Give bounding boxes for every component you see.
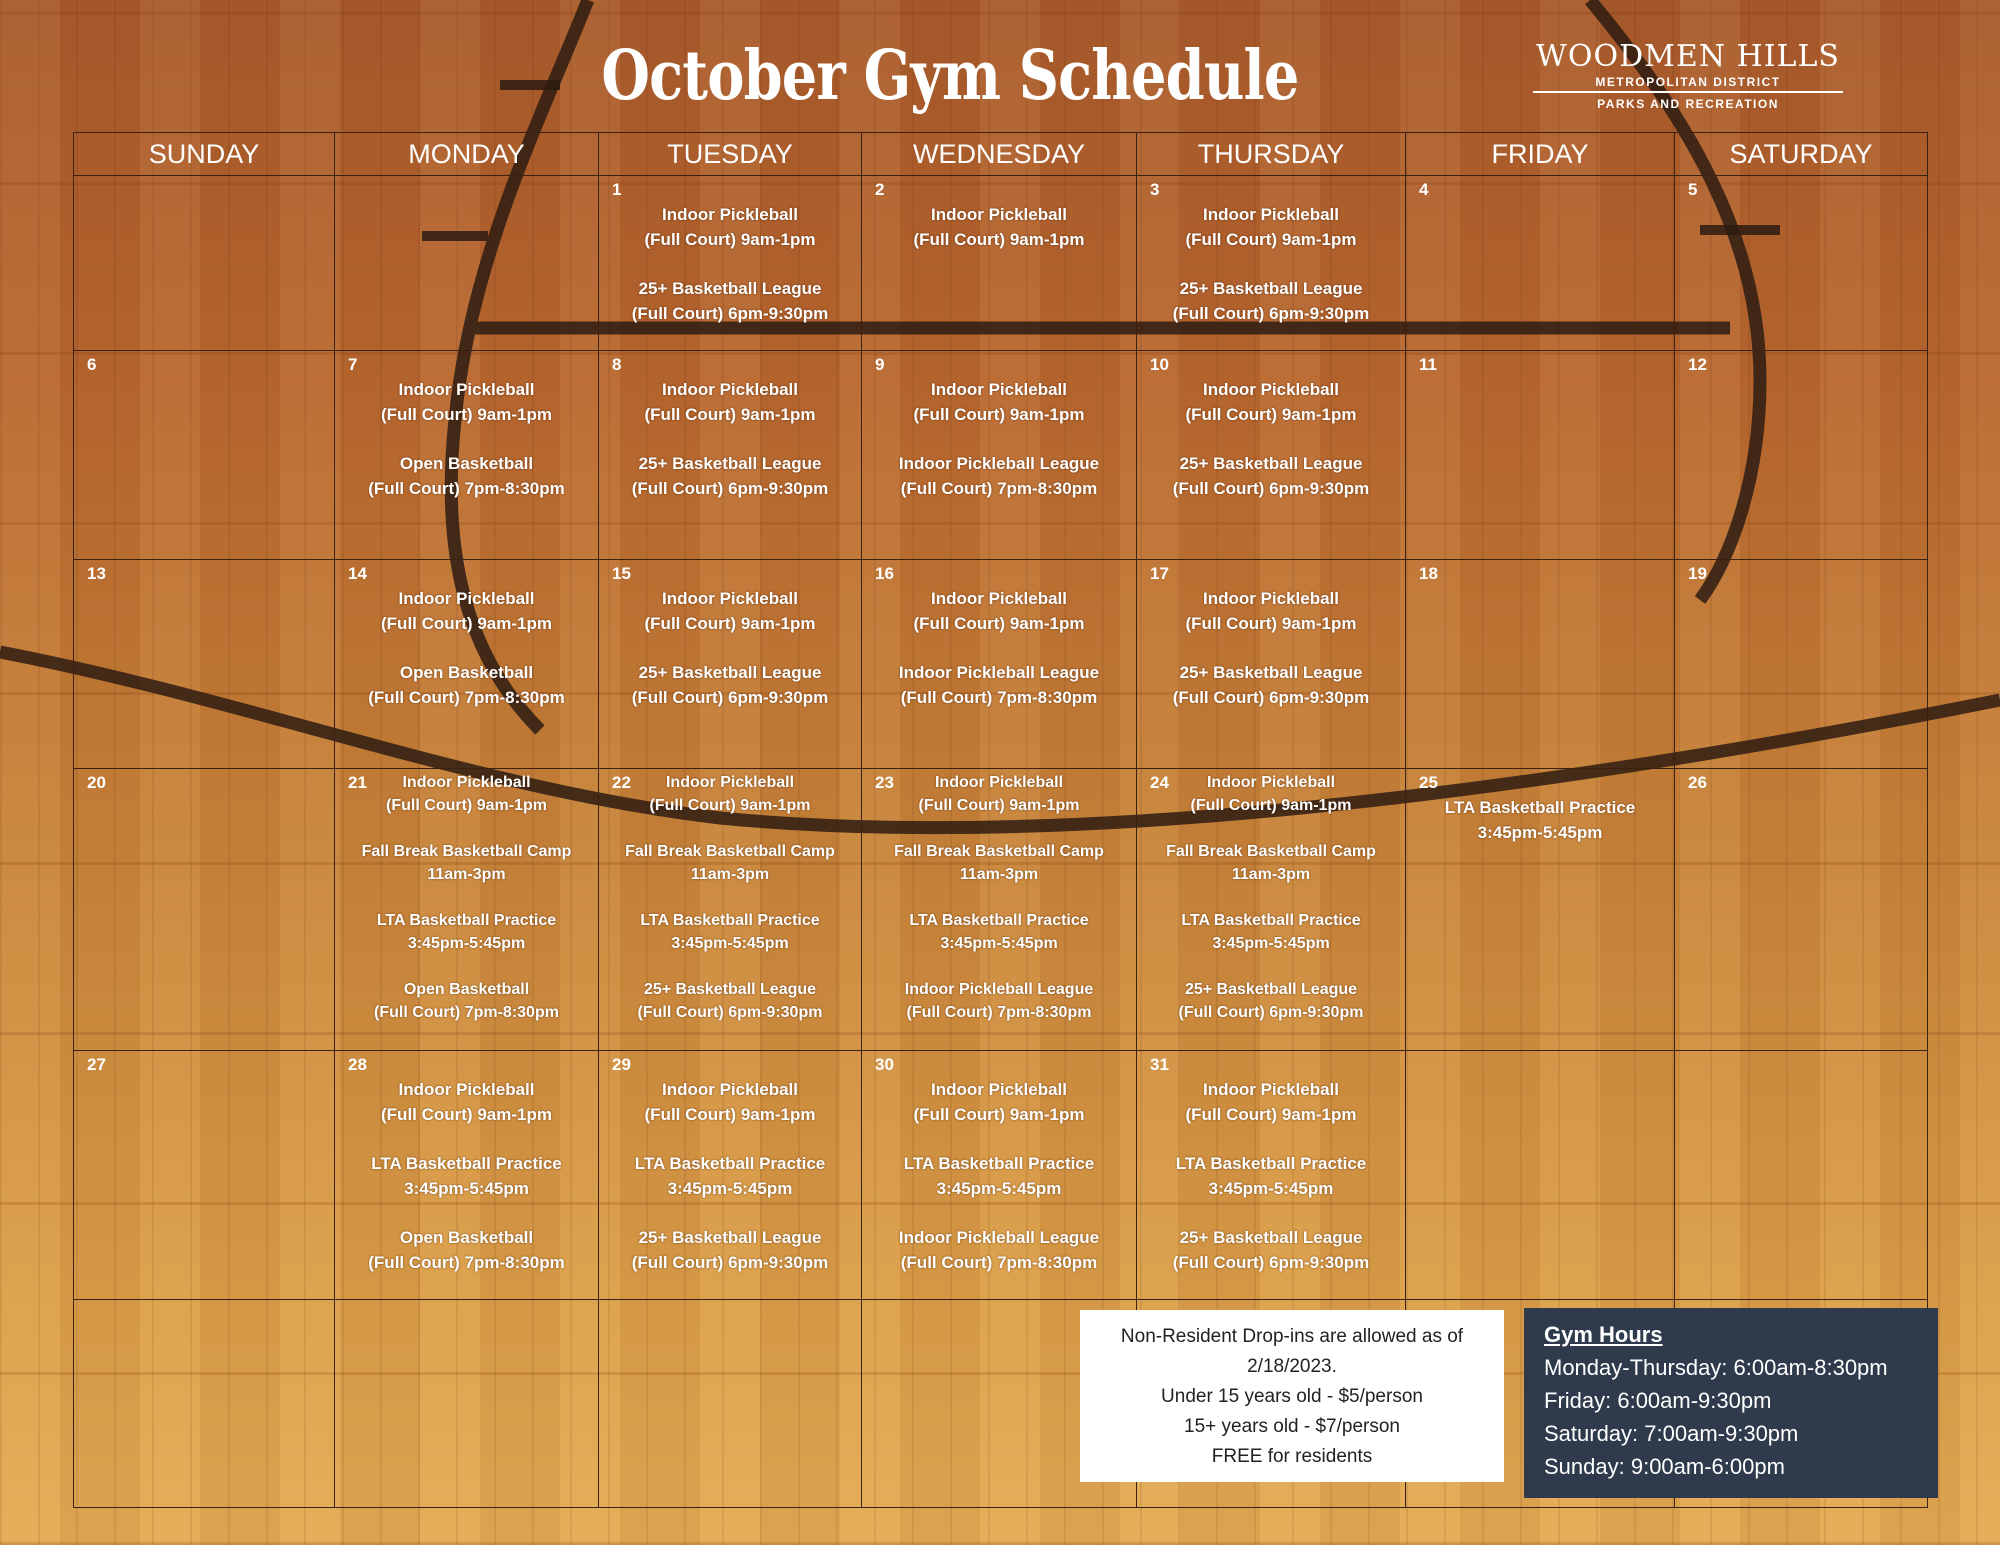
event-name: Indoor Pickleball xyxy=(665,774,795,791)
day-number: 30 xyxy=(875,1055,894,1074)
event-list xyxy=(599,560,861,710)
event-name: Indoor Pickleball xyxy=(1202,1080,1340,1099)
event-time: (Full Court) 6pm-9:30pm xyxy=(1172,688,1370,707)
event-time: (Full Court) 9am-1pm xyxy=(913,614,1085,633)
event-time: (Full Court) 6pm-9:30pm xyxy=(1172,479,1370,498)
event-item xyxy=(1137,660,1405,710)
calendar-day-cell xyxy=(1137,1051,1406,1300)
event-time: (Full Court) 7pm-8:30pm xyxy=(368,479,565,498)
event-time: (Full Court) 7pm-8:30pm xyxy=(906,1004,1092,1021)
day-number: 19 xyxy=(1688,564,1707,583)
day-number: 14 xyxy=(348,564,367,583)
event-name: Indoor Pickleball xyxy=(661,589,799,608)
event-time: (Full Court) 9am-1pm xyxy=(1185,1105,1357,1124)
day-number: 7 xyxy=(348,355,358,374)
event-time: (Full Court) 7pm-8:30pm xyxy=(368,688,565,707)
day-number: 25 xyxy=(1419,773,1438,792)
calendar-day-cell xyxy=(1675,769,1928,1051)
day-number: 27 xyxy=(87,1055,106,1074)
calendar-day-cell xyxy=(599,1051,862,1300)
event-time: (Full Court) 9am-1pm xyxy=(1185,230,1357,249)
event-name: Indoor Pickleball xyxy=(402,774,531,791)
event-time: 11am-3pm xyxy=(959,866,1039,883)
calendar-grid xyxy=(73,132,1928,1508)
event-time: (Full Court) 9am-1pm xyxy=(1190,797,1352,814)
event-list xyxy=(1137,769,1405,1024)
event-item xyxy=(862,771,1136,817)
event-item xyxy=(335,1077,598,1127)
event-name: Open Basketball xyxy=(403,981,530,998)
event-time: (Full Court) 7pm-8:30pm xyxy=(900,479,1098,498)
event-name: 25+ Basketball League xyxy=(638,279,822,298)
event-name: Indoor Pickleball xyxy=(398,380,535,399)
calendar-day-cell xyxy=(1675,560,1928,769)
event-time: (Full Court) 9am-1pm xyxy=(381,1105,552,1124)
non-resident-notice xyxy=(1080,1310,1504,1482)
event-time: (Full Court) 6pm-9:30pm xyxy=(1172,304,1370,323)
event-item xyxy=(599,202,861,252)
weekday-header: SATURDAY xyxy=(1675,133,1928,176)
day-number: 15 xyxy=(612,564,631,583)
day-number: 10 xyxy=(1150,355,1169,374)
event-name: Open Basketball xyxy=(399,1228,534,1247)
event-time: (Full Court) 9am-1pm xyxy=(913,1105,1085,1124)
weekday-header: TUESDAY xyxy=(599,133,862,176)
weekday-header: THURSDAY xyxy=(1137,133,1406,176)
calendar-day-cell xyxy=(1137,176,1406,351)
event-time: (Full Court) 9am-1pm xyxy=(913,230,1085,249)
weekday-header: WEDNESDAY xyxy=(862,133,1137,176)
event-name: Indoor Pickleball xyxy=(1202,380,1340,399)
calendar-day-cell xyxy=(599,769,862,1051)
event-list xyxy=(335,769,598,1024)
calendar-day-cell xyxy=(74,769,335,1051)
event-time: (Full Court) 9am-1pm xyxy=(644,405,816,424)
event-name: Indoor Pickleball xyxy=(661,205,799,224)
event-time: 3:45pm-5:45pm xyxy=(667,1179,793,1198)
calendar-day-cell xyxy=(1675,176,1928,351)
calendar-day-cell xyxy=(599,1300,862,1508)
event-item xyxy=(599,276,861,326)
day-number: 28 xyxy=(348,1055,367,1074)
calendar-day-cell xyxy=(335,351,599,560)
day-number: 26 xyxy=(1688,773,1707,792)
calendar-day-cell xyxy=(335,560,599,769)
calendar-day-cell xyxy=(335,1300,599,1508)
calendar-day-cell xyxy=(599,351,862,560)
calendar-day-cell xyxy=(862,1051,1137,1300)
event-list xyxy=(862,351,1136,501)
event-time: 3:45pm-5:45pm xyxy=(936,1179,1062,1198)
gym-hours-title: Gym Hours xyxy=(1544,1322,1663,1347)
gym-hours-line: Saturday: 7:00am-9:30pm xyxy=(1544,1421,1799,1446)
notice-line: 15+ years old - $7/person xyxy=(1184,1416,1400,1437)
event-name: LTA Basketball Practice xyxy=(909,912,1089,929)
calendar-day-cell xyxy=(335,769,599,1051)
event-item xyxy=(335,451,598,501)
event-list xyxy=(1137,1051,1405,1275)
event-item xyxy=(335,978,598,1024)
day-number: 17 xyxy=(1150,564,1169,583)
event-item xyxy=(862,202,1136,252)
day-number: 16 xyxy=(875,564,894,583)
event-name: 25+ Basketball League xyxy=(1179,279,1363,298)
event-item xyxy=(1137,586,1405,636)
event-time: (Full Court) 7pm-8:30pm xyxy=(368,1253,565,1272)
event-time: 3:45pm-5:45pm xyxy=(1212,935,1330,952)
event-item xyxy=(599,1225,861,1275)
event-item xyxy=(335,840,598,886)
day-number: 6 xyxy=(87,355,97,374)
calendar-week-row xyxy=(74,176,1928,351)
gym-hours-line: Monday-Thursday: 6:00am-8:30pm xyxy=(1544,1355,1888,1380)
calendar-day-cell xyxy=(74,1300,335,1508)
event-list xyxy=(335,351,598,501)
day-number: 8 xyxy=(612,355,622,374)
event-time: (Full Court) 7pm-8:30pm xyxy=(374,1004,559,1021)
day-number: 12 xyxy=(1688,355,1707,374)
logo-line2: PARKS AND RECREATION xyxy=(1597,97,1779,111)
calendar-week-row xyxy=(74,351,1928,560)
event-time: (Full Court) 6pm-9:30pm xyxy=(637,1004,823,1021)
day-number: 3 xyxy=(1150,180,1160,199)
day-number: 13 xyxy=(87,564,106,583)
calendar-day-cell xyxy=(1675,1051,1928,1300)
event-name: 25+ Basketball League xyxy=(638,1228,822,1247)
event-list xyxy=(1137,351,1405,501)
event-list xyxy=(335,1051,598,1275)
event-item xyxy=(1406,795,1674,845)
event-item xyxy=(862,586,1136,636)
event-time: 3:45pm-5:45pm xyxy=(1208,1179,1334,1198)
event-time: (Full Court) 9am-1pm xyxy=(381,614,552,633)
day-number: 23 xyxy=(875,773,894,792)
event-item xyxy=(862,1151,1136,1201)
event-item xyxy=(599,771,861,817)
event-item xyxy=(599,660,861,710)
event-time: 11am-3pm xyxy=(1231,866,1311,883)
day-number: 5 xyxy=(1688,180,1698,199)
event-name: 25+ Basketball League xyxy=(638,454,822,473)
event-time: (Full Court) 9am-1pm xyxy=(644,230,816,249)
calendar-day-cell xyxy=(1137,351,1406,560)
event-time: (Full Court) 9am-1pm xyxy=(918,797,1080,814)
event-name: Indoor Pickleball xyxy=(930,589,1068,608)
event-item xyxy=(599,978,861,1024)
calendar-week-row xyxy=(74,1051,1928,1300)
day-number: 18 xyxy=(1419,564,1438,583)
event-time: (Full Court) 9am-1pm xyxy=(1185,405,1357,424)
day-number: 21 xyxy=(348,773,367,792)
calendar-week-row xyxy=(74,560,1928,769)
event-item xyxy=(599,840,861,886)
event-item xyxy=(862,377,1136,427)
event-time: 3:45pm-5:45pm xyxy=(671,935,789,952)
calendar-day-cell xyxy=(1675,351,1928,560)
logo-line1: METROPOLITAN DISTRICT xyxy=(1595,75,1781,89)
event-name: Indoor Pickleball League xyxy=(898,454,1100,473)
event-item xyxy=(599,586,861,636)
event-item xyxy=(1137,451,1405,501)
event-name: Indoor Pickleball xyxy=(930,380,1068,399)
event-item xyxy=(862,909,1136,955)
event-item xyxy=(862,1225,1136,1275)
event-name: Indoor Pickleball xyxy=(661,380,799,399)
event-name: Fall Break Basketball Camp xyxy=(1166,843,1376,860)
notice-line: 2/18/2023. xyxy=(1247,1356,1337,1377)
event-item xyxy=(862,978,1136,1024)
gym-hours-line: Friday: 6:00am-9:30pm xyxy=(1544,1388,1772,1413)
event-name: 25+ Basketball League xyxy=(638,663,822,682)
notice-line: Under 15 years old - $5/person xyxy=(1161,1386,1423,1407)
calendar-day-cell xyxy=(862,176,1137,351)
calendar-week-row xyxy=(74,769,1928,1051)
event-time: (Full Court) 9am-1pm xyxy=(381,405,552,424)
event-item xyxy=(335,1151,598,1201)
logo-divider xyxy=(1533,91,1843,93)
event-item xyxy=(599,1077,861,1127)
event-item xyxy=(335,1225,598,1275)
event-time: (Full Court) 6pm-9:30pm xyxy=(631,479,829,498)
day-number: 22 xyxy=(612,773,631,792)
event-item xyxy=(335,909,598,955)
event-item xyxy=(599,1151,861,1201)
event-name: Open Basketball xyxy=(399,454,534,473)
event-list xyxy=(862,176,1136,252)
event-list xyxy=(599,1051,861,1275)
weekday-header: FRIDAY xyxy=(1406,133,1675,176)
event-list xyxy=(599,769,861,1024)
event-time: (Full Court) 6pm-9:30pm xyxy=(1178,1004,1364,1021)
event-time: (Full Court) 6pm-9:30pm xyxy=(631,304,829,323)
event-time: 3:45pm-5:45pm xyxy=(407,935,526,952)
day-number: 24 xyxy=(1150,773,1169,792)
event-item xyxy=(1137,909,1405,955)
event-name: Fall Break Basketball Camp xyxy=(361,843,572,860)
event-item xyxy=(1137,1151,1405,1201)
calendar-day-cell xyxy=(862,769,1137,1051)
day-number: 29 xyxy=(612,1055,631,1074)
event-time: 3:45pm-5:45pm xyxy=(940,935,1058,952)
event-item xyxy=(1137,1225,1405,1275)
event-list xyxy=(862,769,1136,1024)
event-name: LTA Basketball Practice xyxy=(903,1154,1095,1173)
day-number: 9 xyxy=(875,355,885,374)
event-item xyxy=(599,377,861,427)
event-name: Indoor Pickleball xyxy=(398,589,535,608)
calendar-day-cell xyxy=(335,1051,599,1300)
event-name: LTA Basketball Practice xyxy=(1175,1154,1367,1173)
day-number: 11 xyxy=(1419,355,1437,374)
calendar-day-cell xyxy=(862,351,1137,560)
gym-hours-box xyxy=(1524,1308,1938,1498)
event-list xyxy=(1137,176,1405,326)
calendar-day-cell xyxy=(1406,176,1675,351)
weekday-header: MONDAY xyxy=(335,133,599,176)
event-name: Indoor Pickleball xyxy=(1202,589,1340,608)
event-item xyxy=(862,1077,1136,1127)
day-number: 1 xyxy=(612,180,622,199)
calendar-day-cell xyxy=(1406,560,1675,769)
event-list xyxy=(335,560,598,710)
notice-line: Non-Resident Drop-ins are allowed as of xyxy=(1120,1326,1464,1347)
event-time: 3:45pm-5:45pm xyxy=(404,1179,529,1198)
event-time: (Full Court) 7pm-8:30pm xyxy=(900,688,1098,707)
event-list xyxy=(862,560,1136,710)
calendar-day-cell xyxy=(335,176,599,351)
calendar-day-cell xyxy=(74,1051,335,1300)
event-name: LTA Basketball Practice xyxy=(1181,912,1361,929)
event-time: (Full Court) 7pm-8:30pm xyxy=(900,1253,1098,1272)
event-item xyxy=(599,909,861,955)
day-number: 31 xyxy=(1150,1055,1169,1074)
event-time: (Full Court) 9am-1pm xyxy=(386,797,547,814)
event-name: LTA Basketball Practice xyxy=(1444,798,1636,817)
event-item xyxy=(1137,771,1405,817)
calendar-day-cell xyxy=(74,176,335,351)
event-name: LTA Basketball Practice xyxy=(371,1154,562,1173)
logo-name: WOODMEN HILLS xyxy=(1536,39,1840,74)
event-name: 25+ Basketball League xyxy=(1179,1228,1363,1247)
event-name: 25+ Basketball League xyxy=(643,981,817,998)
day-number: 2 xyxy=(875,180,885,199)
event-time: (Full Court) 6pm-9:30pm xyxy=(1172,1253,1370,1272)
event-name: Indoor Pickleball xyxy=(1202,205,1340,224)
event-list xyxy=(599,176,861,326)
event-item xyxy=(335,586,598,636)
event-time: (Full Court) 9am-1pm xyxy=(1185,614,1357,633)
event-name: LTA Basketball Practice xyxy=(634,1154,826,1173)
event-time: 3:45pm-5:45pm xyxy=(1477,823,1603,842)
event-name: Indoor Pickleball xyxy=(930,205,1068,224)
event-name: Open Basketball xyxy=(399,663,534,682)
gym-hours-line: Sunday: 9:00am-6:00pm xyxy=(1544,1454,1785,1479)
event-item xyxy=(599,451,861,501)
event-name: Indoor Pickleball xyxy=(934,774,1064,791)
calendar-day-cell xyxy=(74,560,335,769)
notice-line: FREE for residents xyxy=(1211,1446,1373,1467)
event-time: (Full Court) 6pm-9:30pm xyxy=(631,688,829,707)
calendar-day-cell xyxy=(1137,769,1406,1051)
event-time: (Full Court) 9am-1pm xyxy=(644,1105,816,1124)
day-number: 4 xyxy=(1419,180,1429,199)
event-list xyxy=(599,351,861,501)
event-name: Indoor Pickleball League xyxy=(898,1228,1100,1247)
event-item xyxy=(335,771,598,817)
event-list xyxy=(1406,769,1674,845)
calendar-day-cell xyxy=(599,176,862,351)
event-item xyxy=(1137,202,1405,252)
event-time: (Full Court) 9am-1pm xyxy=(644,614,816,633)
calendar-day-cell xyxy=(862,560,1137,769)
event-item xyxy=(1137,840,1405,886)
event-item xyxy=(862,660,1136,710)
weekday-header-row xyxy=(74,133,1928,176)
event-time: (Full Court) 6pm-9:30pm xyxy=(631,1253,829,1272)
event-name: Fall Break Basketball Camp xyxy=(625,843,835,860)
event-item xyxy=(1137,276,1405,326)
woodmen-hills-logo xyxy=(1533,40,1843,112)
event-time: 11am-3pm xyxy=(427,866,506,883)
calendar-day-cell xyxy=(74,351,335,560)
event-item xyxy=(862,840,1136,886)
calendar-day-cell xyxy=(1406,351,1675,560)
calendar-day-cell xyxy=(1406,1051,1675,1300)
event-name: LTA Basketball Practice xyxy=(640,912,820,929)
event-item xyxy=(862,451,1136,501)
calendar-day-cell xyxy=(1406,769,1675,1051)
event-item xyxy=(335,660,598,710)
event-list xyxy=(1137,560,1405,710)
day-number: 20 xyxy=(87,773,106,792)
event-name: LTA Basketball Practice xyxy=(376,912,557,929)
event-name: Indoor Pickleball xyxy=(661,1080,799,1099)
event-name: Indoor Pickleball xyxy=(398,1080,535,1099)
event-time: 11am-3pm xyxy=(690,866,770,883)
event-time: (Full Court) 9am-1pm xyxy=(913,405,1085,424)
event-name: 25+ Basketball League xyxy=(1179,454,1363,473)
weekday-header: SUNDAY xyxy=(74,133,335,176)
event-name: 25+ Basketball League xyxy=(1184,981,1358,998)
event-name: Indoor Pickleball xyxy=(1206,774,1336,791)
event-list xyxy=(862,1051,1136,1275)
event-name: Indoor Pickleball xyxy=(930,1080,1068,1099)
page-title: October Gym Schedule xyxy=(601,36,1299,116)
event-name: Indoor Pickleball League xyxy=(898,663,1100,682)
event-item xyxy=(1137,1077,1405,1127)
event-time: (Full Court) 9am-1pm xyxy=(649,797,811,814)
event-item xyxy=(1137,978,1405,1024)
event-item xyxy=(335,377,598,427)
event-name: 25+ Basketball League xyxy=(1179,663,1363,682)
event-item xyxy=(1137,377,1405,427)
event-name: Fall Break Basketball Camp xyxy=(894,843,1104,860)
event-name: Indoor Pickleball League xyxy=(904,981,1094,998)
calendar-day-cell xyxy=(599,560,862,769)
calendar-day-cell xyxy=(1137,560,1406,769)
